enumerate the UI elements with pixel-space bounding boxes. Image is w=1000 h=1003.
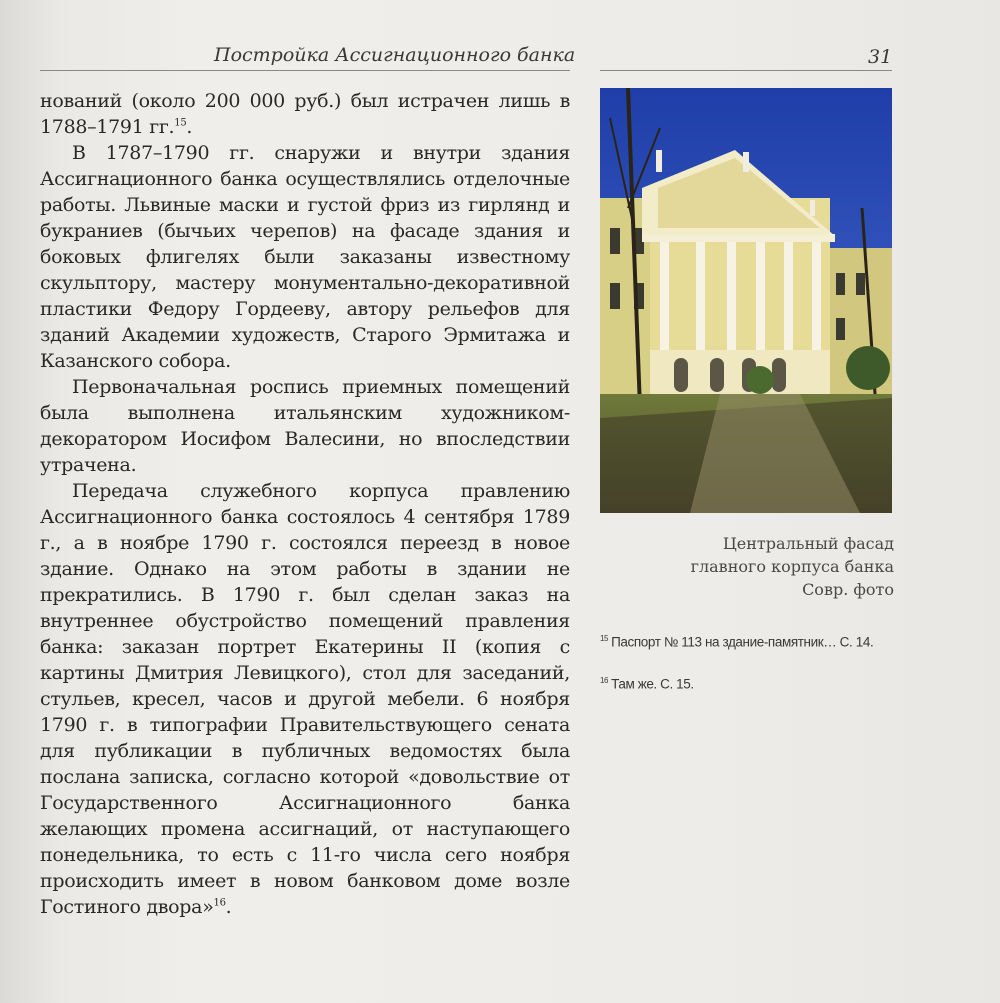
footnote: $^{15}$ Паспорт № 113 на здание-памятник… С. 14. <box>600 634 874 650</box>
footnote-ref: 15 <box>174 117 187 129</box>
footnote-ref: 16 <box>213 897 226 909</box>
paragraph-continued: нований (около 200 000 руб.) был истрачен лишь в 1788–1791 гг.$^{15}$. <box>40 90 570 138</box>
paragraph: В 1787–1790 гг. снаружи и внутри здания Ассигнационного банка осуществлялись отделочные работы. Львиные маски и густой фриз из гирлянд и букраниев (бычьих черепов) на фасаде здания и боковых флигелях были заказаны известному скульптору, мастеру монументально-декоративной пластики Федору Гордееву, автору рельефов для зданий Академии художеств, Старого Эрмитажа и Казанского собора. <box>40 142 570 372</box>
footnote: $^{16}$ Там же. С. 15. <box>600 676 694 692</box>
main-text-column <box>40 88 570 920</box>
running-header-title: Постройка Ассигнационного банка <box>214 44 576 66</box>
page-number: 31 <box>868 46 893 68</box>
paragraph: Первоначальная роспись приемных помещений была выполнена итальянским художником-декоратором Иосифом Валесини, но впоследствии утрачена. <box>40 376 570 476</box>
paragraph: Передача служебного корпуса правлению Ассигнационного банка состоялось 4 сентября 1789 г., а в ноябре 1790 г. состоялся переезд в новое здание. Однако на этом работы в здании не прекратились. В 1790 г. был сделан заказ на внутреннее обустройство помещений правления банка: заказан портрет Екатерины II (копия с картины Дмитрия Левицкого), стол для заседаний, стульев, кресел, часов и другой мебели. 6 ноября 1790 г. в типографии Правительствующего сената для публикации в публичных ведомостях была послана записка, согласно которой «довольствие от Государственного Ассигнационного банка желающих промена ассигнаций, от наступающего понедельника, то есть с 11-го числа сего ноября происходить имеет в новом банковом доме возле Гостиного двора»$^{16}$. <box>40 480 570 918</box>
header-rule <box>600 70 892 71</box>
photo-caption: Центральный фасад главного корпуса банка Совр. фото <box>690 534 894 599</box>
header-rule <box>40 70 570 71</box>
bank-facade-photo <box>600 88 892 513</box>
